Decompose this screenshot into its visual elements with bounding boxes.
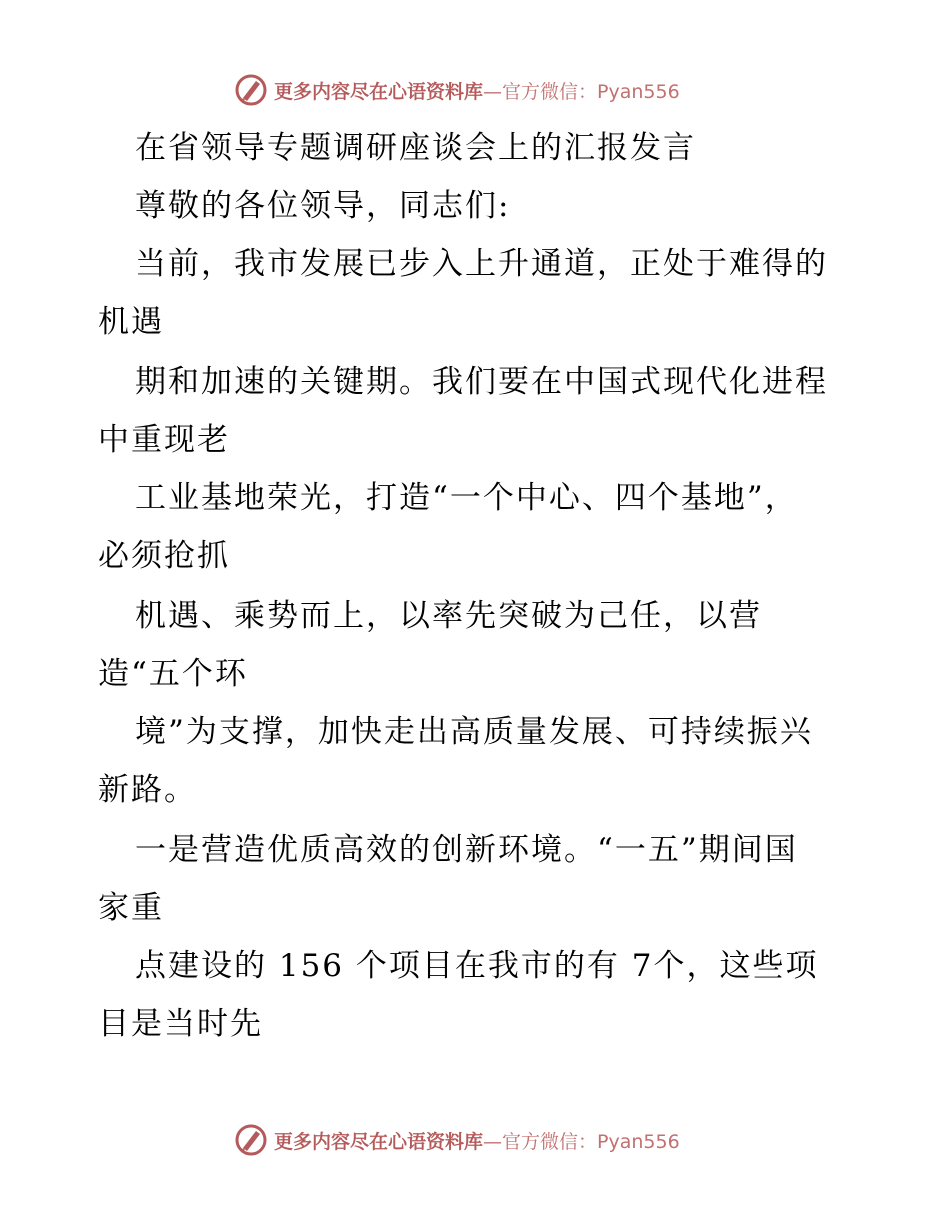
doc-line: 点建设的 156 个项目在我市的有 7个，这些项: [135, 948, 819, 984]
doc-line: 必须抢抓: [98, 538, 230, 574]
header-wechat-id: Pyan556: [597, 80, 680, 103]
doc-title: 在省领导专题调研座谈会上的汇报发言: [135, 130, 696, 166]
footer-brand: 更多内容尽在心语资料库: [274, 1130, 484, 1153]
doc-line: 当前，我市发展已步入上升通道，正处于难得的: [135, 246, 828, 282]
footer-banner: [234, 1122, 680, 1158]
pen-logo-icon: [234, 1123, 268, 1157]
footer-wechat-id: Pyan556: [597, 1130, 680, 1153]
header-dash: —: [483, 80, 503, 103]
doc-line: 一是营造优质高效的创新环境。“一五”期间国: [135, 832, 798, 868]
header-brand: 更多内容尽在心语资料库: [274, 80, 484, 103]
doc-line: 目是当时先: [98, 1006, 263, 1042]
doc-line: 中重现老: [98, 422, 230, 458]
doc-line: 机遇、乘势而上，以率先突破为己任，以营: [135, 598, 762, 634]
doc-line: 工业基地荣光，打造“一个中心、四个基地”，: [135, 480, 798, 516]
doc-line: 造“五个环: [98, 656, 248, 692]
doc-line: 期和加速的关键期。我们要在中国式现代化进程: [135, 364, 828, 400]
footer-banner-text: [274, 1127, 680, 1154]
footer-dash: —: [483, 1130, 503, 1153]
header-banner: [234, 72, 680, 108]
header-banner-text: [274, 77, 680, 104]
doc-line: 新路。: [98, 772, 197, 808]
header-wechat-label: 官方微信：: [502, 80, 598, 103]
doc-line: 境”为支撑，加快走出高质量发展、可持续振兴: [135, 714, 813, 750]
footer-wechat-label: 官方微信：: [502, 1130, 598, 1153]
doc-line: 家重: [98, 890, 164, 926]
pen-logo-icon: [234, 73, 268, 107]
doc-line: 机遇: [98, 304, 164, 340]
doc-salutation: 尊敬的各位领导，同志们:: [135, 188, 511, 224]
